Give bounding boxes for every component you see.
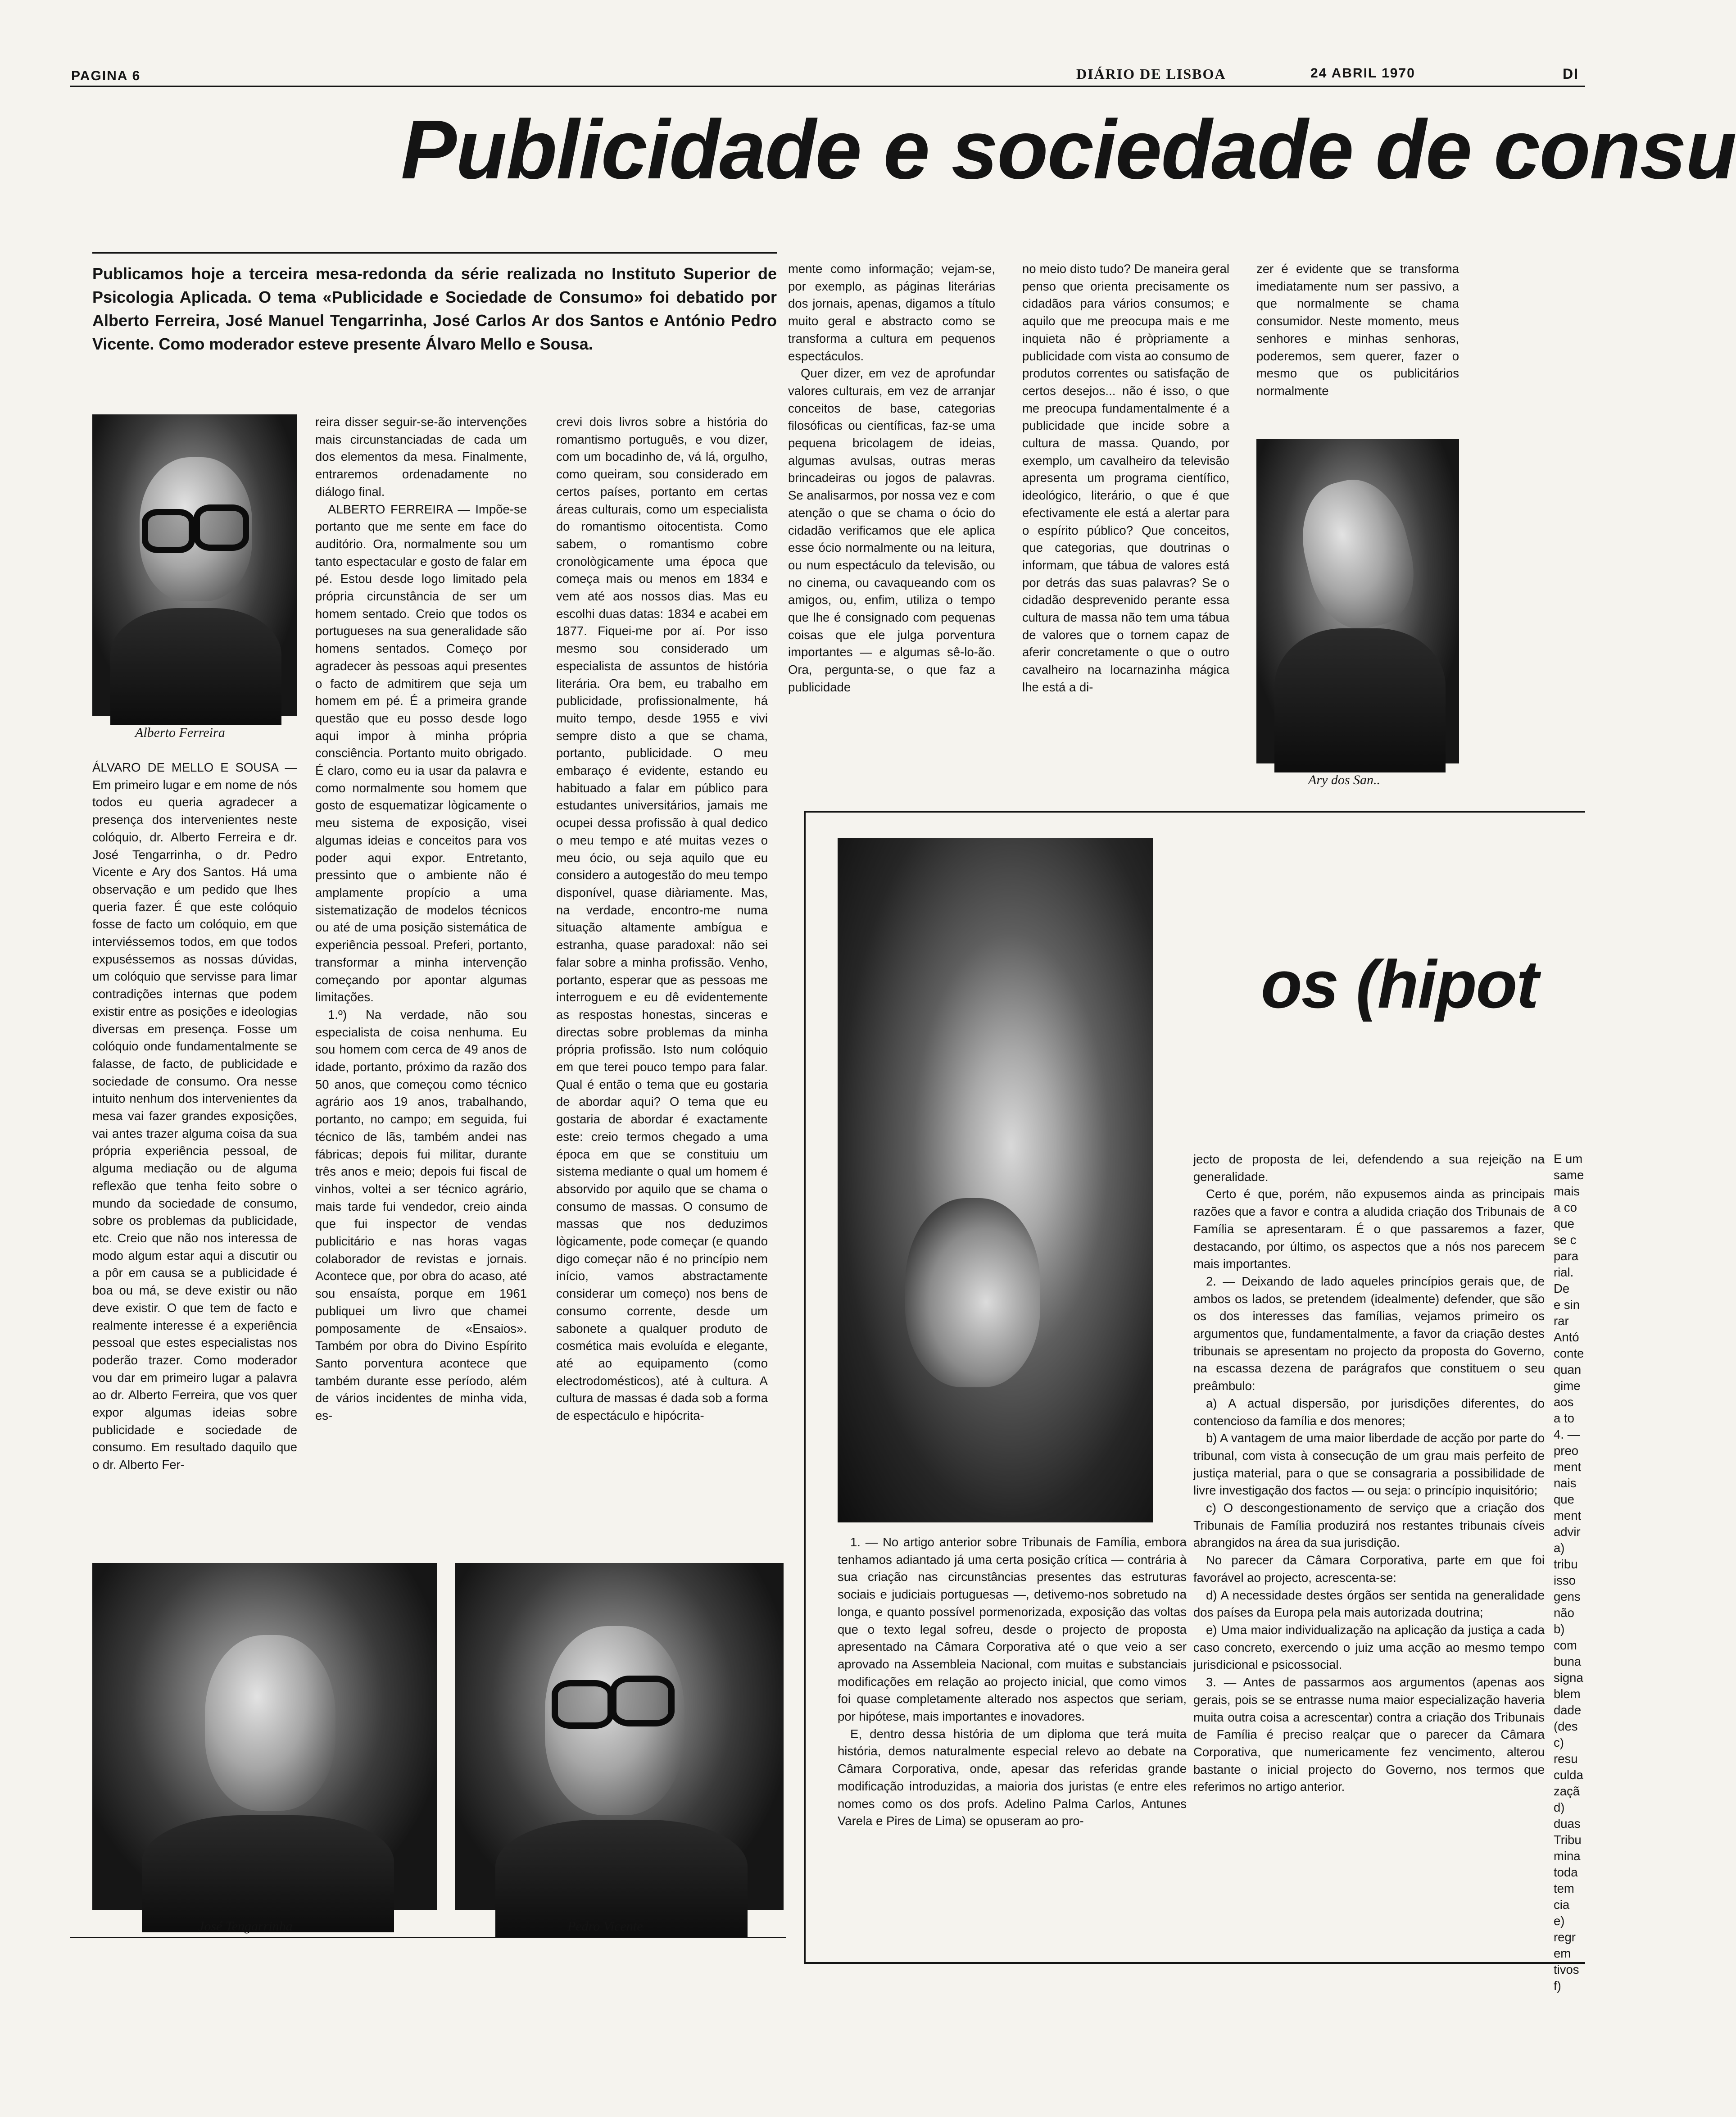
issue-date: 24 ABRIL 1970 [1310,66,1415,81]
column-2-paragraph: ALBERTO FERREIRA — Impõe-se portanto que me sente em face do auditório. Ora, normalmente sou um tanto espectacular e gosto de falar em pé. Estou desde logo limitado pela própria circunstância de ser um homem sentado. Creio que todos os portugueses na sua generalidade são homens sentados. Começo por agradecer às pessoas aqui presentes o facto de admitirem que seja um homem em pé. É a primeira grande questão que eu posso desde logo aqui impor à minha própria consciência. Portanto muito obrigado. É claro, como eu ia usar da palavra e como normalmente sou homem que gosto de esquematizar lògicamente o meu sistema de exposição, visei algumas ideias e conceitos para vos poder aqui expor. Entretanto, pressinto que o ambiente não é amplamente propício a uma sistematização de modelos técnicos ou até de uma posição sistemática de experiência pessoal. Preferi, portanto, transformar a minha intervenção começando por apontar algumas limitações. [315,502,527,1004]
inset-paragraph: No parecer da Câmara Corporativa, parte em que foi favorável ao projecto, acrescenta-se: [1193,1553,1545,1585]
inset-column-c-fragment: em [1554,1946,1571,1960]
intro-rule [92,252,777,254]
inset-paragraph: E, dentro dessa história de um diploma que terá muita história, demos naturalmente especial relevo ao debate na Câmara Corporativa, onde, apesar das referidas grande modificação introduzidas, a maioria dos juristas (e entre eles nomes como os dos profs. Adelino Palma Carlos, Antunes Varela e Pires de Lima) se opuseram ao pro- [838,1726,1187,1828]
inset-column-c-fragment: conte [1554,1346,1584,1360]
header-rule [70,86,1585,87]
column-2-paragraph: reira disser seguir-se-ão intervenções mais circunstanciadas de cada um dos elementos da mesa. Finalmente, entraremos ordenadamente no diálogo final. [315,415,527,499]
photo-ary-dos-santos [1256,439,1459,763]
glasses-lens-right [610,1676,675,1726]
photo-pedro-vicente [455,1563,784,1910]
inset-column-c-fragment: Antó [1554,1330,1579,1344]
caption-alberto: Alberto Ferreira [135,725,225,740]
inset-column-c-fragment: quan [1554,1363,1582,1377]
inset-photo-child [838,838,1153,1522]
inset-paragraph: 1. — No artigo anterior sobre Tribunais de Família, embora tenhamos adiantado já uma certa posição crítica — contrária à sua criação nas circunstâncias presentes das estruturas sociais e judiciais portuguesas —, detivemo-nos sobretudo na longa, e quanto possível pormenorizada, exposição das voltas que o texto legal sofreu, desde o projecto de proposta apresentado na Câmara Corporativa até o que veio a ser aprovado na Assembleia Nacional, com muitas e substanciais modificações em relação ao projecto inicial, que como vimos foi quase completamente alterado nos aspectos que seriam, por hipótese, mais importantes e inovadores. [838,1535,1187,1724]
caption-pedro: Pedro Vicente [567,1919,643,1934]
inset-column-c-fragment: ment [1554,1460,1582,1474]
inset-column-c-fragment: a co [1554,1200,1577,1214]
inset-column-c-fragment: gime [1554,1379,1581,1393]
inset-column-c-fragment: cia [1554,1898,1570,1912]
inset-column-c-fragment: e) [1554,1914,1565,1928]
column-1 [92,759,297,1543]
inset-paragraph: b) A vantagem de uma maior liberdade de acção por parte do tribunal, com vista à consecução de um grau mais perfeito de justiça material, para o que se consagraria a possibilidade de livre investigação dos factos — ou seja: o princípio inquisitório; [1193,1431,1545,1498]
column-4-paragraph: mente como informação; vejam-se, por exemplo, as páginas literárias dos jornais, apenas, digamos a título muito geral e abstracto como se transforma a cultura em pequenos espectáculos. [788,262,995,363]
inset-paragraph: a) A actual dispersão, por jurisdições diferentes, do contencioso da família e dos menores; [1193,1396,1545,1428]
portrait-body [110,608,281,725]
inset-paragraph: Certo é que, porém, não expusemos ainda as principais razões que a favor e contra a aludida criação dos Tribunais de Família se apresentaram. É o que passaremos a fazer, destacando, por último, os aspectos que a nós nos parecem mais importantes. [1193,1187,1545,1271]
portrait-head [1289,469,1426,639]
glasses-lens-right [194,504,249,551]
inset-headline: os (hipot [1261,946,1538,1022]
inset-paragraph: 3. — Antes de passarmos aos argumentos (apenas aos gerais, pois se se entrasse numa maior especialização haveria muita outra coisa a acrescentar) contra a criação dos Tribunais de Família é preciso realçar que o parecer da Câmara Corporativa, que numericamente fez vencimento, alterou bastante o inicial projecto do Governo, nos termos que referimos no artigo anterior. [1193,1675,1545,1794]
newspaper-name: DIÁRIO DE LISBOA [1076,66,1226,82]
column-6-paragraph: zer é evidente que se transforma imediatamente num ser passivo, a que normalmente se chama consumidor. Neste momento, meus senhores e minhas senhoras, poderemos, sem querer, fazer o mesmo que os publicitários normalmente [1256,262,1459,398]
inset-column-c-fragment: d) [1554,1800,1565,1814]
glasses-lens-left [142,509,195,553]
main-headline: Publicidade e sociedade de consu [401,103,1736,196]
inset-column-c-fragment: e sin [1554,1298,1580,1312]
portrait-head [205,1635,335,1811]
inset-column-c-fragment: dade [1554,1703,1582,1717]
inset-column-c-fragment: ment [1554,1508,1582,1522]
inset-column-c-fragment: que [1554,1492,1574,1506]
inset-column-c-fragment: culda [1554,1768,1583,1782]
inset-column-c-fragment: zaçã [1554,1784,1580,1798]
inset-column-c-fragment: Tribu [1554,1833,1582,1847]
inset-column-c-fragment: que [1554,1217,1574,1231]
inset-column-c-fragment: aos [1554,1395,1574,1409]
inset-column-c-fragment: De [1554,1281,1570,1295]
inset-column-c [1554,1151,1585,1993]
inset-column-c-fragment: tem [1554,1881,1574,1895]
inset-column-c-fragment: f) [1554,1979,1561,1993]
inset-column-c-fragment: se c [1554,1233,1577,1247]
column-5 [1022,260,1229,792]
inset-paragraph: 2. — Deixando de lado aqueles princípios gerais que, de ambos os lados, se pretendem (idealmente) defender, que são os dos interesses das famílias, vejamos primeiro os argumentos que, fundamentalmente, a favor da criação destes tribunais se apresentam no projecto da proposta do Governo, na escassa dezena de parágrafos que constituem o seu preâmbulo: [1193,1274,1545,1393]
inset-column-c-fragment: para [1554,1249,1579,1263]
column-4-paragraph: Quer dizer, em vez de aprofundar valores culturais, em vez de arranjar conceitos de base, categorias filosóficas ou científicas, faz-se uma pequena bricolagem de ideias, algumas avulsas, outras meras brincadeiras ou jogos de palavras. Se analisarmos, por nossa vez e com atenção o que se chama o ócio do cidadão verificamos que ele aplica esse ócio normalmente ou na leitura, ou num espectáculo da televisão, ou no cinema, ou cavaqueando com os amigos, ou, enfim, utiliza o tempo que lhe é consignado com pequenas coisas que ele julga porventura importantes — e algumas sê-lo-ão. Ora, pergunta-se, o que faz a publicidade [788,366,995,694]
child-face [905,1198,1040,1387]
inset-column-c-fragment: a to [1554,1411,1574,1425]
glasses-lens-left [552,1680,614,1729]
inset-column-c-fragment: com [1554,1638,1577,1652]
corner-fragment: DI [1563,66,1579,82]
inset-paragraph: c) O descongestionamento de serviço que a criação dos Tribunais de Família produzirá nos restantes tribunais cíveis abrangidos na área da sua jurisdição. [1193,1501,1545,1550]
inset-column-b [1193,1151,1545,1957]
inset-column-c-fragment: c) [1554,1735,1564,1749]
column-3-paragraph: crevi dois livros sobre a história do romantismo português, e vou dizer, com um bocadinho de, vá lá, orgulho, como queiram, sou considerado em certos países, portanto em certas áreas culturais, como um especialista do romantismo oitocentista. Como sabem, o romantismo cobre cronològicamente uma época que começa mais ou menos em 1834 e vem até aos nossos dias. Mas eu escolhi duas datas: 1834 e acabei em 1877. Fiquei-me por aí. Por isso mesmo sou considerado um especialista de assuntos de história literária. Ora bem, eu trabalho em publicidade, profissionalmente, há muito tempo, desde 1955 e vivi sempre disto a que se chama, portanto, publicidade. O meu embaraço é evidente, estando eu habituado a falar em público para estudantes universitários, jamais me ocupei dessa profissão à qual dedico o meu tempo e até muitas vezes o meu ócio, ou seja aquilo que eu considero a autogestão do meu tempo disponível, quase diàriamente. Mas, na verdade, encontro-me numa situação altamente ambígua e estranha, quase paradoxal: não sei falar sobre a minha profissão. Venho, portanto, esperar que as pessoas me interroguem e eu dê evidentemente as respostas honestas, sinceras e directas sobre problemas da minha própria profissão. Isto num colóquio em que terei pouco tempo para falar. Qual é então o tema que eu gostaria de abordar aqui? O tema que eu gostaria de abordar é exactamente este: creio termos chegado a uma época em que se constituiu um sistema mediante o qual um homem é absorvido por aquilo que se chama o consumo de massas. O consumo de massas que nos deduzimos lògicamente, pode começar (e quando digo começar não é no princípio nem início, vamos abstractamente considerar um começo) nos bens de consumo corrente, desde um sabonete a qualquer produto de cosmética mais evoluída e elegante, até ao equipamento (como electrodomésticos), até à cultura. A cultura de massas é dada sob a forma de espectáculo e hipócrita- [556,415,768,1423]
inset-column-c-fragment: b) [1554,1622,1565,1636]
column-6 [1256,260,1459,416]
column-3 [556,413,768,1542]
inset-column-c-fragment: tivos [1554,1963,1579,1976]
column-5-paragraph: no meio disto tudo? De maneira geral penso que orienta precisamente os cidadãos para vários consumos; e aquilo que me preocupa mais e me inquieta não é pròpriamente a publicidade com vista ao consumo de produtos correntes ou satisfação de certos desejos... não é isso, o que me preocupa fundamentalmente é a publicidade que incide sobre a cultura de massa. Quando, por exemplo, um cavalheiro da televisão apresenta um programa científico, ideológico, literário, o que é que efectivamente ele está a alertar para o espírito público? Que conceitos, que categorias, que doutrinas o informam, que tábua de valores está por detrás das suas palavras? Se o cidadão desprevenido perante essa cultura de massa não tem uma tábua de valores que o tornem capaz de aferir concretamente o que o outro cavalheiro na locarnazinha mágica lhe está a di- [1022,262,1229,694]
column-2-paragraph: 1.º) Na verdade, não sou especialista de coisa nenhuma. Eu sou homem com cerca de 49 anos de idade, portanto, próximo da razão dos 50 anos, que começou como técnico agrário aos 19 anos, trabalhando, portanto, no campo; em seguida, fui técnico de lãs, também andei nas fábricas; depois fui militar, durante três anos e meio; depois fui fiscal de vinhos, voltei a ser técnico agrário, mais tarde fui vendedor, creio ainda que fui inspector de vendas publicitário e nas horas vagas colaborador de revistas e jornais. Acontece que, por obra do acaso, até sou ensaísta, porque em 1961 publiquei um livro que chamei pomposamente de «Ensaios». Também por obra do Divino Espírito Santo porventura acontece que também durante esse período, além de vários incidentes de minha vida, es- [315,1007,527,1423]
inset-column-c-fragment: blem [1554,1687,1581,1701]
inset-column-c-fragment: buna [1554,1654,1582,1668]
inset-column-c-fragment: não [1554,1606,1574,1620]
inset-column-c-fragment: resu [1554,1752,1578,1766]
caption-ary: Ary dos San.. [1308,772,1380,787]
portrait-body [1274,628,1446,772]
inset-column-c-fragment: rar [1554,1314,1569,1328]
inset-column-c-fragment: advir [1554,1525,1581,1539]
inset-column-c-fragment: isso [1554,1573,1576,1587]
inset-column-c-fragment: signa [1554,1671,1583,1685]
footer-rule [70,1937,786,1938]
portrait-body [142,1815,394,1932]
inset-column-c-fragment: nais [1554,1476,1577,1490]
inset-column-c-fragment: same [1554,1168,1584,1182]
inset-column-c-fragment: (des [1554,1719,1578,1733]
inset-column-c-fragment: 4. — [1554,1427,1580,1441]
inset-column-c-fragment: gens [1554,1590,1581,1604]
inset-column-c-fragment: mina [1554,1849,1581,1863]
inset-column-c-fragment: toda [1554,1865,1578,1879]
inset-column-c-fragment: a) [1554,1541,1565,1555]
inset-column-c-fragment: tribu [1554,1557,1578,1571]
inset-column-c-fragment: E um [1554,1152,1583,1166]
inset-paragraph: d) A necessidade destes órgãos ser sentida na generalidade dos países da Europa pela mais autorizada doutrina; [1193,1588,1545,1620]
inset-column-a [838,1534,1187,1957]
inset-paragraph: e) Uma maior individualização na aplicação da justiça a cada caso concreto, exercendo o juiz uma acção ao mesmo tempo jurisdicional e psicossocial. [1193,1622,1545,1672]
intro-paragraph: Publicamos hoje a terceira mesa-redonda da série realizada no Instituto Superior de Psicologia Aplicada. O tema «Publicidade e Sociedade de Consumo» foi debatido por Alberto Ferreira, José Manuel Tengarrinha, José Carlos Ar dos Santos e António Pedro Vicente. Como moderador esteve presente Álvaro Mello e Sousa. [92,264,777,353]
column-1-paragraph: ÁLVARO DE MELLO E SOUSA — Em primeiro lugar e em nome de nós todos eu queria agradecer a presença dos intervenientes neste colóquio, dr. Alberto Ferreira e dr. José Tengarrinha, o dr. Pedro Vicente e Ary dos Santos. Há uma observação e um pedido que lhes queria fazer. É que este colóquio fosse de facto um colóquio, em que interviéssemos todos, em que todos expuséssemos as nossas dúvidas, um colóquio que servisse para limar contradições internas que podem existir entre as posições e ideologias diversas em presença. Fosse um colóquio onde fundamentalmente se falasse, de facto, de publicidade e sociedade de consumo. Ora nesse intuito nenhum dos intervenientes da mesa vai fazer grandes exposições, vai antes trazer alguma coisa da sua própria experiência pessoal, de alguma mediação ou de alguma reflexão que tenha feito sobre o mundo da sociedade de consumo, sobre os problemas da publicidade, etc. Creio que não nos interessa de modo algum estar aqui a discutir ou a pôr em causa se a publicidade é boa ou má, se deve existir ou não deve existir. O que tem de facto e realmente interesse é a experiência pessoal que estes especialistas nos poderão trazer. Como moderador vou dar em primeiro lugar a palavra ao dr. Alberto Ferreira, que vos quer expor algumas ideias sobre publicidade e sociedade de consumo. Em resultado daquilo que o dr. Alberto Fer- [92,760,297,1472]
caption-jose: José Tengarrinha [198,1919,293,1934]
column-4 [788,260,995,792]
inset-paragraph: jecto de proposta de lei, defendendo a sua rejeição na generalidade. [1193,1152,1545,1184]
column-2 [315,413,527,1542]
inset-column-c-fragment: mais [1554,1184,1580,1198]
inset-column-c-fragment: duas [1554,1817,1581,1831]
inset-column-c-fragment: preo [1554,1444,1579,1458]
page-label: PAGINA 6 [71,68,141,83]
photo-jose-tengarrinha [92,1563,437,1910]
inset-column-c-fragment: regr [1554,1930,1576,1944]
photo-alberto-ferreira [92,414,297,716]
inset-column-c-fragment: rial. [1554,1265,1574,1279]
